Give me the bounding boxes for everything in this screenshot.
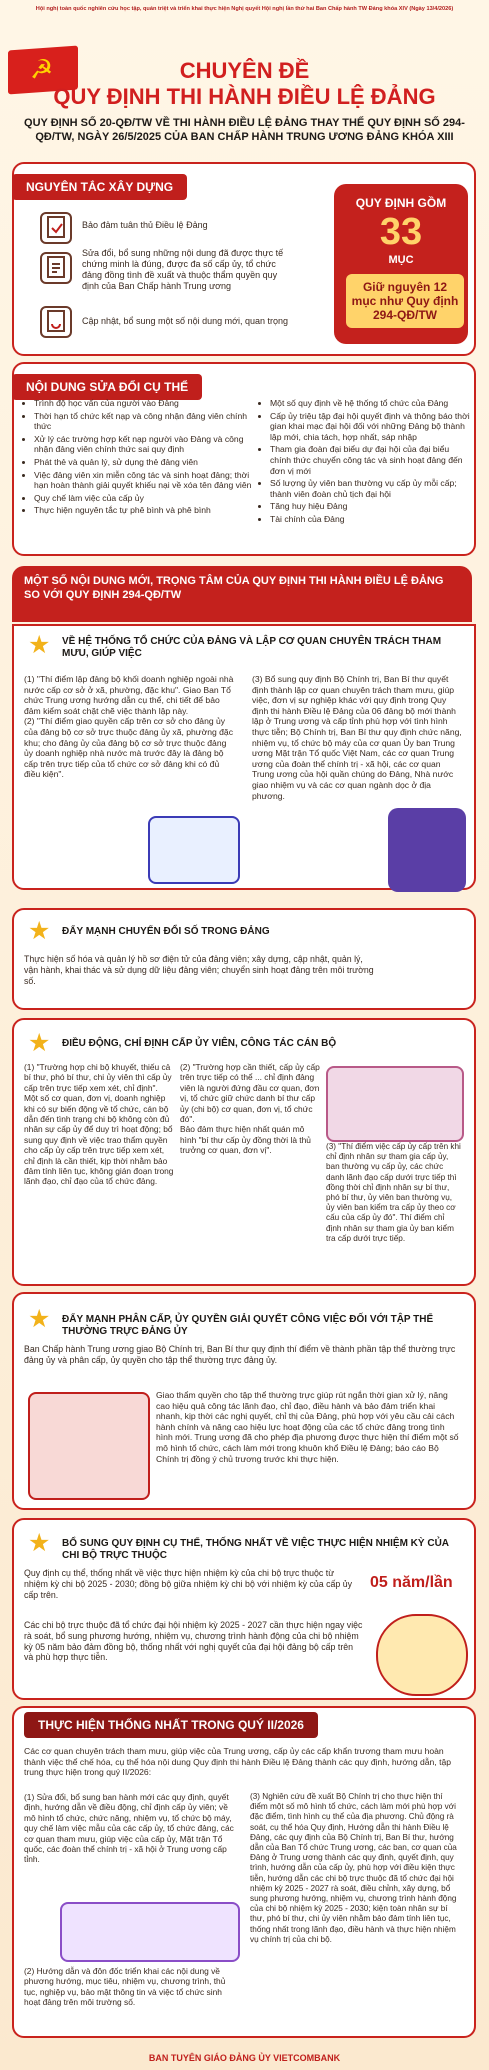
title-line-1: CHUYÊN ĐỀ xyxy=(179,58,310,83)
laptop-team-icon xyxy=(60,1902,240,1962)
list-item: • Số lượng ủy viên ban thường vụ cấp ủy mỗi cấp; thành viên đoàn chủ tịch đại hội xyxy=(270,478,470,499)
top-notice: Hội nghị toàn quốc nghiên cứu học tập, quán triệt và triển khai thực hiện Nghị quyết Hội nghị lần thứ hai Ban Chấp hành TW Đảng khóa XIV (Ngày 13/4/2026) xyxy=(35,6,454,12)
section-4-intro: Ban Chấp hành Trung ương giao Bộ Chính trị, Ban Bí thư quy định thí điểm về thành phần tập thể thường trực đảng ủy và phân cấp, ủy quyền cho tập thể thường trực đảng ủy. xyxy=(24,1344,456,1365)
principles-tag: NGUYÊN TẮC XÂY DỰNG xyxy=(12,174,187,200)
amendments-left-list xyxy=(22,398,254,518)
list-item: • Tăng huy hiệu Đảng xyxy=(270,501,470,512)
document-update-icon xyxy=(40,306,72,338)
principle-1: Bảo đảm tuân thủ Điều lệ Đảng xyxy=(82,220,208,230)
approved-document-icon xyxy=(28,1392,150,1500)
section-2-text: Thực hiện số hóa và quản lý hồ sơ điện tử của đảng viên; xây dựng, cập nhật, quản lý, vận hành, khai thác và sử dụng dữ liệu đảng viên; chuyển sinh hoạt đảng trên môi trường số. xyxy=(24,954,374,986)
list-item: • Trình độ học vấn của người vào Đảng xyxy=(34,398,254,409)
document-check-icon xyxy=(40,212,72,244)
section-3-col3: (3) "Thí điểm việc cấp ủy cấp trên khi chỉ định nhân sự tham gia cấp ủy, ban thường vụ cấp ủy, các chức danh lãnh đạo cấp dưới trực tiếp thì đồng thời chỉ định nhân sự bí thư, phó bí thư, ủy viên ban thường vụ, ủy viên ban kiểm tra cấp ủy theo cơ cấu của cấp ủy đó". Thí điểm chỉ định nhân sự tham gia ủy ban kiểm tra cấp dưới trực tiếp. xyxy=(326,1142,461,1243)
books-stack-icon xyxy=(388,808,466,892)
list-item: • Tài chính của Đảng xyxy=(270,514,470,525)
section-3-heading: ĐIỀU ĐỘNG, CHỈ ĐỊNH CẤP ỦY VIÊN, CÔNG TÁC CÁN BỘ xyxy=(62,1038,337,1049)
q2-tag: THỰC HIỆN THỐNG NHẤT TRONG QUÝ II/2026 xyxy=(24,1712,318,1738)
section-3-col1: (1) "Trường hợp chi bộ khuyết, thiếu cả bí thư, phó bí thư, chi ủy viên thì cấp ủy cấp trên trực tiếp xem xét, chỉ định". Một số cơ quan, đơn vị, doanh nghiệp khi có sự biến động về tổ chức, cán bộ dẫn đến tình trạng chi bộ không còn đủ nhân sự cấp ủy để duy trì hoạt động; bổ sung quy định về việc trao thẩm quyền cho cấp ủy cấp trên trực tiếp xem xét, chỉ định là cần thiết, kịp thời nhằm bảo đảm tính liên tục, không gián đoạn trong lãnh đạo, chỉ đạo của tổ chức đảng. xyxy=(24,1062,174,1187)
section-5-p2: Các chi bộ trực thuộc đã tổ chức đại hội nhiệm kỳ 2025 - 2027 cần thực hiện ngay việc rà soát, bổ sung phương hướng, nhiệm vụ, chương trình hành động của chi bộ nhiệm kỳ 05 năm bảo đảm đồng bộ, thống nhất với nghị quyết của đại hội đảng bộ cấp trên và phù hợp thực tiễn. xyxy=(24,1620,363,1663)
amendments-right-list xyxy=(258,398,470,527)
meeting-illustration-icon xyxy=(326,1066,464,1142)
principle-2: Sửa đổi, bổ sung những nội dung đã được thực tế chứng minh là đúng, được đa số cấp ủy, tổ chức đảng đồng tình đề xuất và thuộc thẩm quyền quy định của Ban Chấp hành Trung ương xyxy=(82,248,284,291)
section-4-text: Giao thẩm quyền cho tập thể thường trực giúp rút ngắn thời gian xử lý, nâng cao hiệu quả công tác lãnh đạo, chỉ đạo, điều hành và bảo đảm triển khai nhanh, kịp thời các nghị quyết, chỉ thị của Đảng, phù hợp với yêu cầu cải cách hành chính và nâng cao hiệu lực hoạt động của các tổ chức đảng trong tình hình mới. Trung ương đã cho phép địa phương được thực hiện thí điểm một số mô hình tổ chức, cách làm mới trong khuôn khổ Điều lệ Đảng; báo cáo Bộ Chính trị đồng ý chủ trương trước khi thực hiện. xyxy=(156,1390,459,1464)
stat-unit: MỤC xyxy=(388,254,414,266)
star-icon: ★ xyxy=(28,1305,51,1333)
q2-intro: Các cơ quan chuyên trách tham mưu, giúp việc của Trung ương, cấp ủy các cấp khẩn trương tham mưu hoàn thành việc thể chế hóa, cụ thể hóa nội dung Quy định thi hành Điều lệ Đảng thành các quy định, hướng dẫn, tập trung thực hiện trong quý II/2026: xyxy=(24,1746,452,1778)
list-item: • Thực hiện nguyên tắc tự phê bình và phê bình xyxy=(34,505,254,516)
section-5-heading: BỔ SUNG QUY ĐỊNH CỤ THỂ, THỐNG NHẤT VỀ VIỆC THỰC HIỆN NHIỆM KỲ CỦA CHI BỘ TRỰC THUỘC xyxy=(62,1538,449,1561)
footer: BAN TUYÊN GIÁO ĐẢNG ỦY VIETCOMBANK xyxy=(148,2053,341,2063)
star-icon: ★ xyxy=(28,631,51,659)
subtitle: QUY ĐỊNH SỐ 20-QĐ/TW VỀ THI HÀNH ĐIỀU LỆ ĐẢNG THAY THẾ QUY ĐỊNH SỐ 294-QĐ/TW, NGÀY 26/5/2025 CỦA BAN CHẤP HÀNH TRUNG ƯƠNG ĐẢNG KHÓA XIII xyxy=(24,117,465,143)
section-2-heading: ĐẨY MẠNH CHUYỂN ĐỔI SỐ TRONG ĐẢNG xyxy=(62,926,270,937)
section-5-p1: Quy định cụ thể, thống nhất về việc thực hiện nhiệm kỳ của chi bộ trực thuộc từ nhiệm kỳ chi bộ 2025 - 2030; đồng bộ giữa nhiệm kỳ chi bộ với nhiệm kỳ của cấp ủy cấp trên. xyxy=(24,1568,353,1600)
principle-3: Cập nhật, bổ sung một số nội dung mới, quan trọng xyxy=(82,316,289,326)
star-icon: ★ xyxy=(28,1529,51,1557)
target-icon xyxy=(376,1614,468,1696)
stat-label: QUY ĐỊNH GỒM xyxy=(355,196,447,210)
nhiem-ky-badge: 05 năm/lần xyxy=(370,1574,453,1591)
list-item: • Thời hạn tổ chức kết nạp và công nhận đảng viên chính thức xyxy=(34,411,254,432)
list-item: • Việc đảng viên xin miễn công tác và sinh hoạt đảng; thời hạn hoàn thành giải quyết khiếu nại về xóa tên đảng viên xyxy=(34,470,254,491)
title-line-2: QUY ĐỊNH THI HÀNH ĐIỀU LỆ ĐẢNG xyxy=(53,84,436,109)
document-edit-icon xyxy=(40,252,72,284)
section-1-heading: VỀ HỆ THỐNG TỔ CHỨC CỦA ĐẢNG VÀ LẬP CƠ QUAN CHUYÊN TRÁCH THAM MƯU, GIÚP VIỆC xyxy=(62,636,442,659)
header xyxy=(0,18,489,148)
highlights-title: MỘT SỐ NỘI DUNG MỚI, TRỌNG TÂM CỦA QUY ĐỊNH THI HÀNH ĐIỀU LỆ ĐẢNG SO VỚI QUY ĐỊNH 294-QĐ/TW xyxy=(24,575,444,601)
section-1-col2: (3) Bổ sung quy định Bộ Chính trị, Ban Bí thư quyết định thành lập cơ quan chuyên trách tham mưu, giúp việc, đơn vị sự nghiệp khác với quy định trong Quy định thi hành Điều lệ Đảng của 06 đảng bộ mới thành lập ở Trung ương và cấp tỉnh phù hợp với tình hình thực tiễn; Bộ Chính trị, Ban Bí thư quy định chức năng, nhiệm vụ, tổ chức bộ máy của cơ quan Ủy ban Trung ương Mặt trận Tổ quốc Việt Nam, các cơ quan Trung ương của đoàn thể chính trị - xã hội, các cơ quan Trung ương của hội quần chúng do Đảng, Nhà nước giao nhiệm vụ và các cơ quan ngành dọc ở địa phương. xyxy=(252,674,462,801)
q2-item-1: (1) Sửa đổi, bổ sung ban hành mới các quy định, quyết định, hướng dẫn về điều động, chỉ định cấp ủy viên; về mô hình tổ chức, chức năng, nhiệm vụ, tổ chức bộ máy, quy chế làm việc mẫu của các cấp ủy, tổ chức đảng, các cơ quan tham mưu, giúp việc của cấp ủy, Mặt trận Tổ quốc, các đoàn thể chính trị - xã hội ở Trung ương cấp tỉnh. xyxy=(24,1792,234,1865)
star-icon: ★ xyxy=(28,917,51,945)
list-item: • Cấp ủy triệu tập đại hội quyết định và thông báo thời gian khai mạc đại hội đối với những Đảng bộ thành lập mới, chia tách, hợp nhất, sáp nhập xyxy=(270,411,470,443)
list-item: • Xử lý các trường hợp kết nạp người vào Đảng và công nhận đảng viên chính thức sai quy định xyxy=(34,434,254,455)
section-1-col1: (1) "Thí điểm lập đảng bộ khối doanh nghiệp ngoài nhà nước cấp cơ sở ở xã, phường, đặc khu". Giao Ban Tổ chức Trung ương hướng dẫn cụ thể, chi tiết để bảo đảm kiểm soát chặt chẽ việc thành lập này. (2) "Thí điểm giao quyền cấp trên cơ sở cho đảng ủy của đảng bộ cơ sở trực thuộc đảng ủy xã, phường đặc khu; cho đảng ủy của đảng bộ cơ sở trực thuộc đảng ủy doanh nghiệp nhà nước mà trước đây là đảng bộ cấp trên trực tiếp của tổ chức cơ sở đảng khi có đủ điều kiện". xyxy=(24,674,234,780)
stat-note: Giữ nguyên 12 mục như Quy định 294-QĐ/TW xyxy=(346,274,464,328)
q2-item-3: (3) Nghiên cứu đề xuất Bộ Chính trị cho thực hiện thí điểm một số mô hình tổ chức, cách làm mới phù hợp với đặc điểm, tình hình cụ thể của địa phương. Chủ động rà soát, cụ thể hóa Quy định, Hướng dẫn thi hành Điều lệ Đảng, các quy định của Bộ Chính trị, Ban Bí thư, hướng dẫn của Ban Tổ chức Trung ương, các ban, cơ quan của Đảng ở Trung ương thành các quy định, quyết định, quy trình, hướng dẫn của cấp ủy, phù hợp với điều kiện thực tiễn, hướng dẫn các chi bộ trực thuộc đã tổ chức đại hội nhiệm kỳ 2025 - 2027 rà soát, điều chỉnh, xây dựng, bổ sung phương hướng, nhiệm vụ, chương trình hành động của chi bộ nhiệm kỳ 2025 - 2030; kiện toàn nhân sự bí thư, phó bí thư, chi ủy viên nhằm bảo đảm tính liên tục, thống nhất trong lãnh đạo, điều hành và thực hiện nhiệm vụ chính trị của chi bộ. xyxy=(250,1792,457,1944)
party-flag-icon: ☭ xyxy=(8,46,78,95)
list-item: • Tham gia đoàn đại biểu dự đại hội của đại biểu chính thức chuyển công tác và sinh hoạt đảng đến đơn vị mới xyxy=(270,444,470,476)
list-item: • Phát thẻ và quản lý, sử dụng thẻ đảng viên xyxy=(34,457,254,468)
q2-item-2: (2) Hướng dẫn và đôn đốc triển khai các nội dung về phương hướng, mục tiêu, nhiệm vụ, chương trình, thủ tục, nghiệp vụ, bảo mật thông tin và việc tổ chức sinh hoạt đảng trên môi trường số. xyxy=(24,1966,226,2008)
section-4-heading: ĐẨY MẠNH PHÂN CẤP, ỦY QUYỀN GIẢI QUYẾT CÔNG VIỆC ĐỐI VỚI TẬP THỂ THƯỜNG TRỰC ĐẢNG ỦY xyxy=(62,1314,434,1337)
list-item: • Một số quy định về hệ thống tổ chức của Đảng xyxy=(270,398,470,409)
section-3-col2: (2) "Trường hợp cần thiết, cấp ủy cấp trên trực tiếp có thể ... chỉ định đảng viên là người đứng đầu cơ quan, đơn vị, tổ chức giữ chức danh bí thư cấp ủy (chi bộ) cơ quan, đơn vị, tổ chức đó". Bảo đảm thực hiện nhất quán mô hình "bí thư cấp ủy đồng thời là thủ trưởng cơ quan, đơn vị". xyxy=(180,1062,320,1156)
amendments-tag: NỘI DUNG SỬA ĐỔI CỤ THỂ xyxy=(12,374,202,400)
star-icon: ★ xyxy=(28,1029,51,1057)
stat-number: 33 xyxy=(379,211,423,253)
list-item: • Quy chế làm việc của cấp ủy xyxy=(34,493,254,504)
organization-chart-icon xyxy=(148,816,240,884)
